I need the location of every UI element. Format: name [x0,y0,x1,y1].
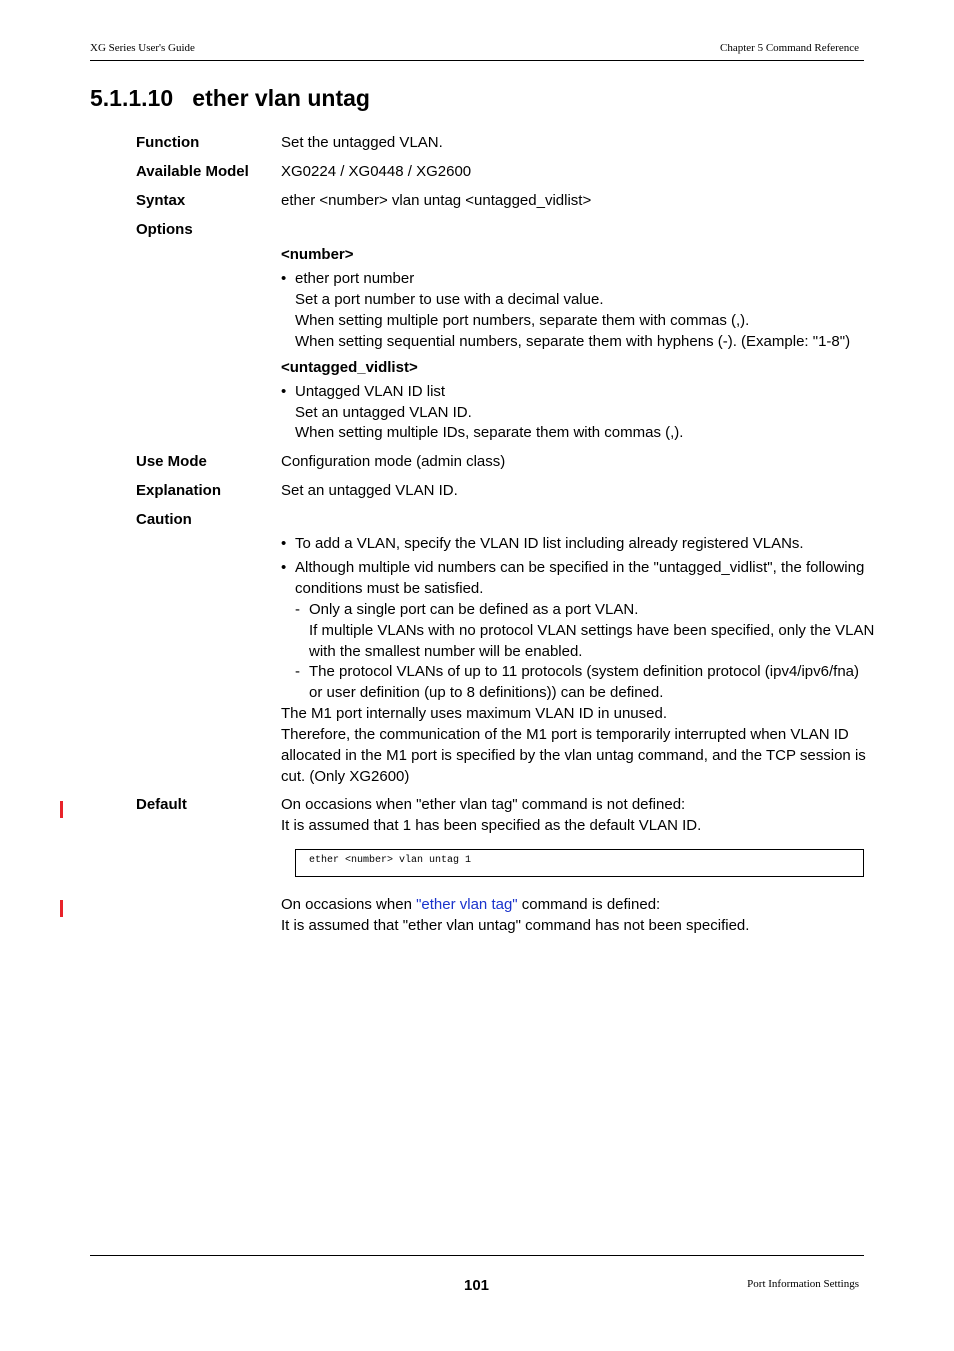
model-label: Available Model [136,163,249,180]
header-rule [90,60,864,61]
options-label: Options [136,221,193,238]
usemode-label: Use Mode [136,453,207,470]
model-value: XG0224 / XG0448 / XG2600 [281,163,472,180]
default-label: Default [136,796,187,813]
syntax-value: ether <number> vlan untag <untagged_vidlist> [281,192,592,209]
footer-rule [90,1255,864,1256]
option-number-name: <number> [281,246,354,263]
caution-para-line: cut. (Only XG2600) [281,768,410,785]
function-label: Function [136,134,200,151]
caution-dash-line: with the smallest number will be enabled. [309,643,583,660]
option-number-line: Set a port number to use with a decimal value. [295,291,604,308]
option-number-line: When setting multiple port numbers, separate them with commas (,). [295,312,750,329]
caution-para-line: The M1 port internally uses maximum VLAN ID in unused. [281,705,667,722]
bullet-mark: • [281,383,287,400]
caution-dash-line: or user definition (up to 8 definitions)) can be defined. [309,684,664,701]
option-vidlist-bullet: Untagged VLAN ID list [295,383,446,400]
default-line-prefix: On occasions when [281,896,417,913]
dash-mark: - [295,663,300,680]
section-title: 5.1.1.10 ether vlan untag [90,85,370,111]
page-number: 101 [464,1277,490,1294]
caution-bullet-line: Although multiple vid numbers can be specified in the "untagged_vidlist", the following [295,559,865,576]
explanation-label: Explanation [136,482,222,499]
caution-para-line: allocated in the M1 port is specified by the vlan untag command, and the TCP session is [281,747,866,764]
caution-dash-line: The protocol VLANs of up to 11 protocols (system definition protocol (ipv4/ipv6/fna) [309,663,859,680]
default-line-with-link [281,896,660,913]
caution-para-line: Therefore, the communication of the M1 port is temporarily interrupted when VLAN ID [281,726,849,743]
default-line: It is assumed that 1 has been specified as the default VLAN ID. [281,817,702,834]
option-vidlist-name: <untagged_vidlist> [281,359,418,376]
header-right: Chapter 5 Command Reference [720,42,859,54]
explanation-value: Set an untagged VLAN ID. [281,482,458,499]
change-bar [60,900,63,917]
bullet-mark: • [281,535,287,552]
ether-vlan-tag-link[interactable]: "ether vlan tag" [416,896,518,913]
option-vidlist-line: When setting multiple IDs, separate them with commas (,). [295,424,684,441]
syntax-label: Syntax [136,192,186,209]
usemode-value: Configuration mode (admin class) [281,453,506,470]
dash-mark: - [295,601,300,618]
default-line-suffix: command is defined: [517,896,661,913]
code-example: ether <number> vlan untag 1 [309,855,472,866]
bullet-mark: • [281,270,287,287]
code-box [295,849,864,877]
header-left: XG Series User's Guide [90,42,195,54]
default-line: It is assumed that "ether vlan untag" command has not been specified. [281,917,750,934]
option-number-line: When setting sequential numbers, separate them with hyphens (-). (Example: "1-8") [295,333,851,350]
change-bar [60,801,63,818]
default-line: On occasions when "ether vlan tag" command is not defined: [281,796,686,813]
option-vidlist-line: Set an untagged VLAN ID. [295,404,472,421]
bullet-mark: • [281,559,287,576]
caution-dash-line: Only a single port can be defined as a port VLAN. [309,601,639,618]
caution-bullet-line: conditions must be satisfied. [295,580,484,597]
caution-bullet: To add a VLAN, specify the VLAN ID list including already registered VLANs. [295,535,804,552]
footer-right: Port Information Settings [747,1278,859,1290]
option-number-bullet: ether port number [295,270,415,287]
caution-dash-line: If multiple VLANs with no protocol VLAN settings have been specified, only the VLAN [309,622,875,639]
function-value: Set the untagged VLAN. [281,134,443,151]
caution-label: Caution [136,511,192,528]
